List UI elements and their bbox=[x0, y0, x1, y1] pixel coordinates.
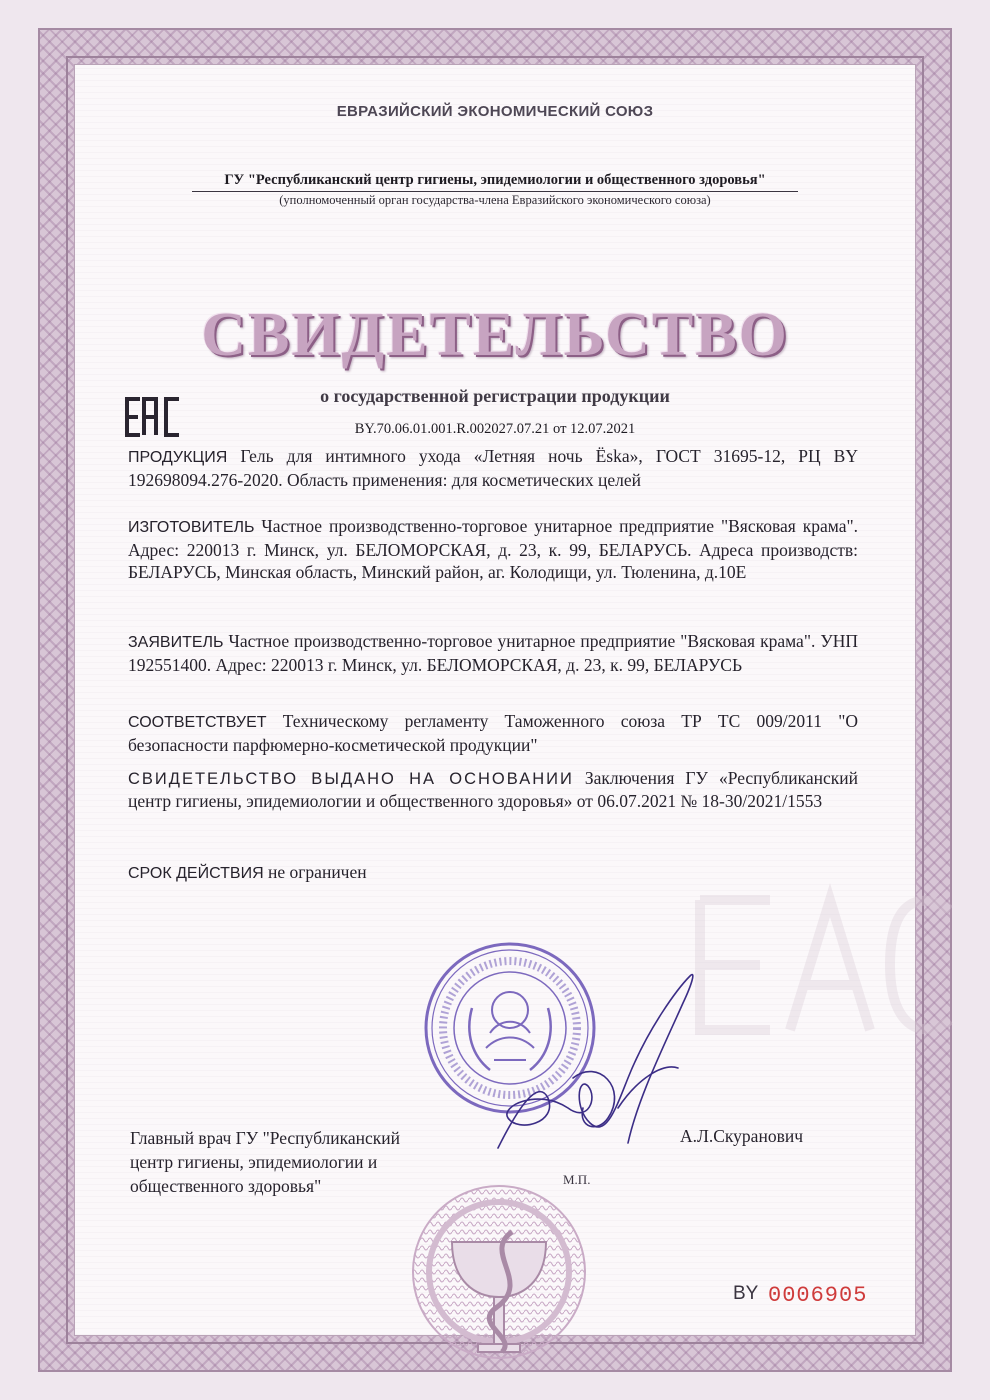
serial-prefix: BY bbox=[733, 1283, 759, 1304]
conformity-label: СООТВЕТСТВУЕТ bbox=[128, 714, 267, 731]
manufacturer-section bbox=[128, 515, 858, 583]
applicant-label: ЗАЯВИТЕЛЬ bbox=[128, 634, 224, 651]
validity-text: не ограничен bbox=[263, 862, 367, 882]
manufacturer-label: ИЗГОТОВИТЕЛЬ bbox=[128, 519, 255, 536]
signatory-position bbox=[130, 1126, 460, 1198]
product-label: ПРОДУКЦИЯ bbox=[128, 449, 228, 466]
document-title: СВИДЕТЕЛЬСТВО bbox=[201, 301, 789, 369]
conformity-text: Техническому регламенту Таможенного союза ТР ТС 009/2011 "О безопасности парфюмерно-косметической продукции" bbox=[128, 711, 858, 755]
basis-label: СВИДЕТЕЛЬСТВО ВЫДАНО НА ОСНОВАНИИ bbox=[128, 770, 574, 788]
organization-underline bbox=[192, 191, 798, 192]
validity-label: СРОК ДЕЙСТВИЯ bbox=[128, 865, 264, 882]
serial-number: 0006905 bbox=[768, 1283, 868, 1308]
conformity-section bbox=[128, 710, 858, 756]
signatory-position-line: центр гигиены, эпидемиологии и bbox=[130, 1152, 378, 1172]
basis-section bbox=[128, 767, 858, 812]
handwritten-signature bbox=[478, 958, 708, 1168]
signatory-position-line: общественного здоровья" bbox=[130, 1176, 322, 1196]
product-section bbox=[128, 445, 858, 491]
signer-name: А.Л.Скуранович bbox=[680, 1126, 803, 1146]
signatory-position-line: Главный врач ГУ "Республиканский bbox=[130, 1128, 401, 1148]
document-subtitle: о государственной регистрации продукции bbox=[320, 386, 670, 406]
manufacturer-text: Частное производственно-торговое унитарное предприятие "Вясковая крама". Адрес: 220013 г. Минск, ул. БЕЛОМОРСКАЯ, д. 23, к. 99, БЕЛАРУСЬ. Адреса производств: БЕЛАРУСЬ, Минская область, Минский район, аг. Колодищи, ул. Тюленина, д.10Е bbox=[128, 516, 858, 582]
stamp-place-label: М.П. bbox=[563, 1172, 591, 1187]
applicant-section bbox=[128, 630, 858, 676]
organization-note: (уполномоченный орган государства-члена Евразийского экономического союза) bbox=[279, 193, 711, 207]
hygieia-emblem bbox=[412, 1172, 587, 1372]
union-title: ЕВРАЗИЙСКИЙ ЭКОНОМИЧЕСКИЙ СОЮЗ bbox=[336, 103, 654, 120]
registration-number: BY.70.06.01.001.R.002027.07.21 от 12.07.2021 bbox=[354, 421, 636, 437]
product-text: Гель для интимного ухода «Летняя ночь Ёska», ГОСТ 31695-12, РЦ BY 192698094.276-2020. Область применения: для косметических целей bbox=[128, 446, 858, 490]
basis-text: Заключения ГУ «Республиканский центр гигиены, эпидемиологии и общественного здоровья» от 06.07.2021 № 18-30/2021/1553 bbox=[128, 768, 858, 811]
eac-watermark bbox=[690, 880, 960, 1050]
applicant-text: Частное производственно-торговое унитарное предприятие "Вясковая крама". УНП 192551400. Адрес: 220013 г. Минск, ул. БЕЛОМОРСКАЯ, д. 23, к. 99, БЕЛАРУСЬ bbox=[128, 631, 858, 675]
organization-name: ГУ "Республиканский центр гигиены, эпидемиологии и общественного здоровья" bbox=[224, 172, 766, 188]
validity-section bbox=[128, 861, 858, 885]
